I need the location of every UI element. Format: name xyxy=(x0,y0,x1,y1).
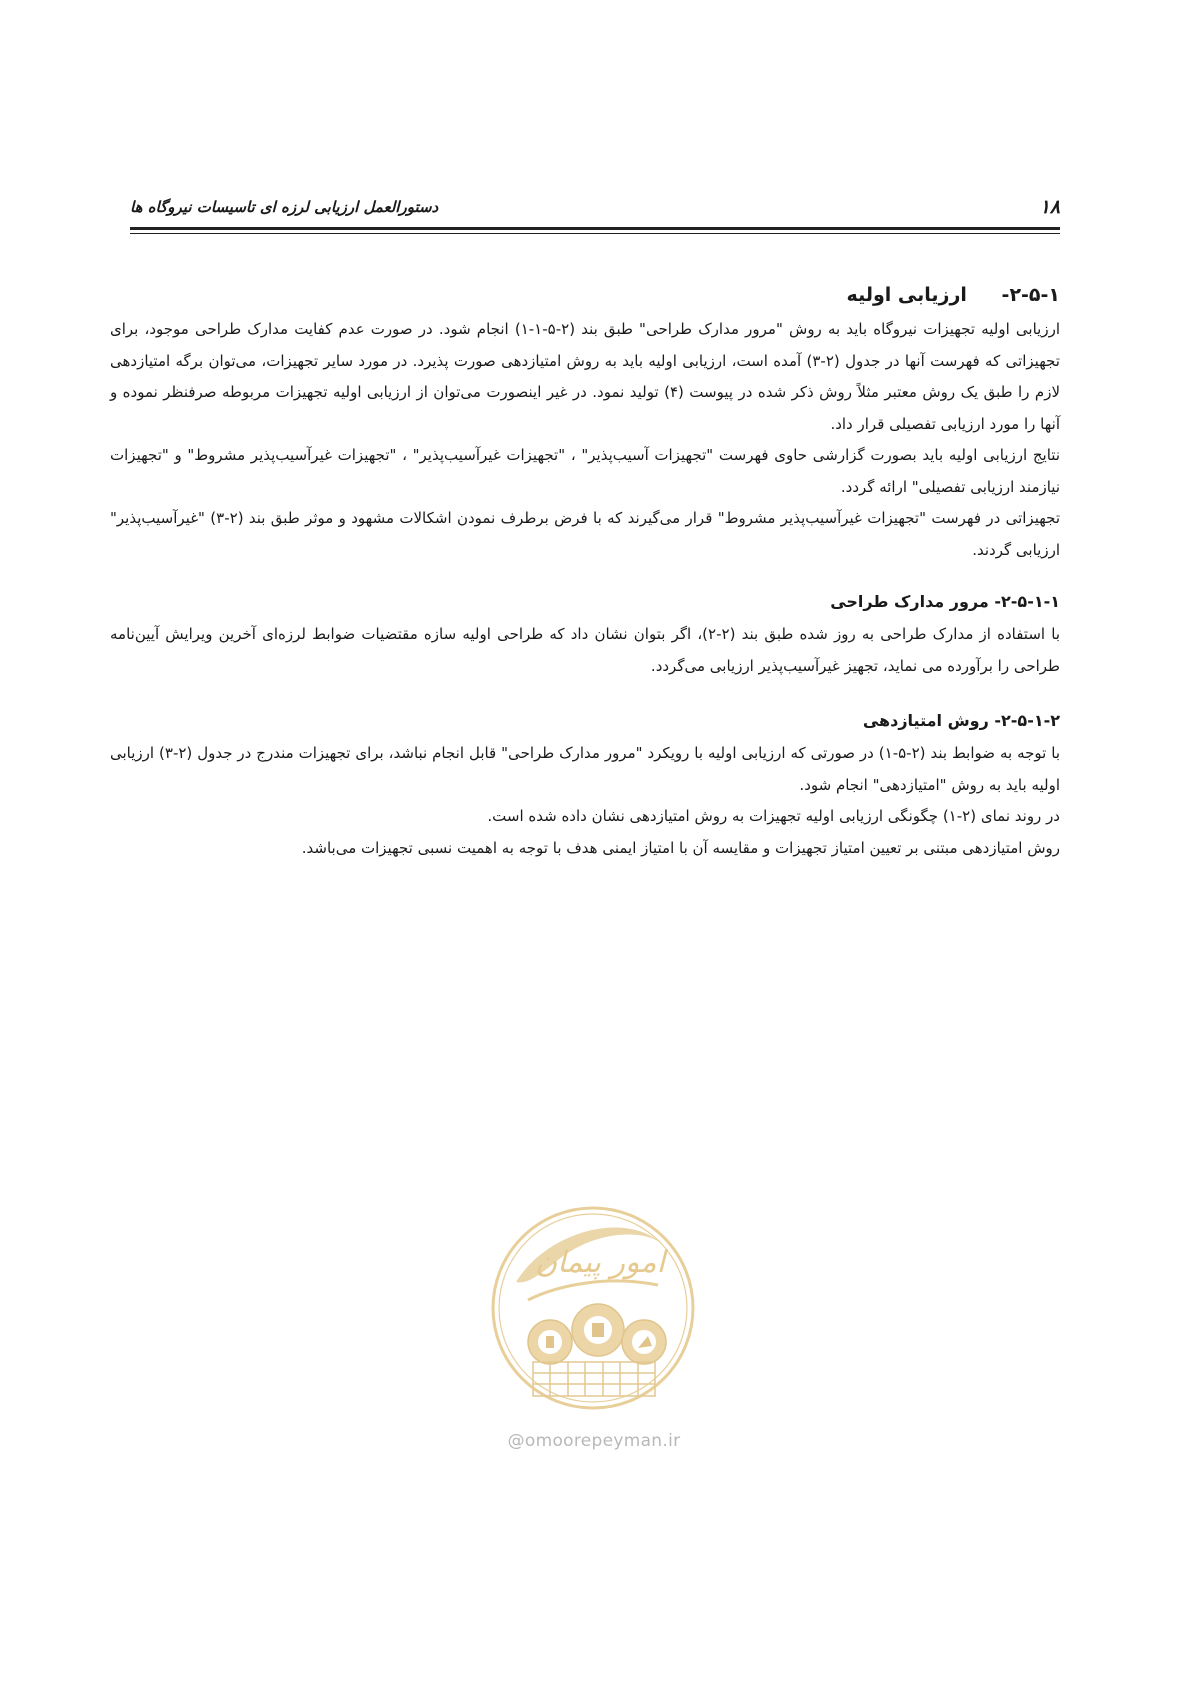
subsection-number: ۲-۵-۱-۱- xyxy=(994,592,1060,611)
logo-calligraphy: امور پیمان xyxy=(535,1245,665,1280)
paragraph: نتایج ارزیابی اولیه باید بصورت گزارشی حاوی فهرست "تجهیزات آسیب‌پذیر" ، "تجهیزات غیرآسیب‌پذیر" ، "تجهیزات غیرآسیب‌پذیر مشروط" و "تجهیزات نیازمند ارزیابی تفصیلی" ارائه گردد. xyxy=(110,446,1060,496)
subsection-heading xyxy=(110,704,1060,738)
header-rule-thin xyxy=(130,233,1060,234)
page-header xyxy=(130,196,1060,220)
document-body xyxy=(110,278,1060,864)
subsection-heading xyxy=(110,585,1060,619)
watermark-url: @omoorepeyman.ir xyxy=(507,1431,681,1451)
paragraph: در روند نمای (۲-۱) چگونگی ارزیابی اولیه تجهیزات به روش امتیازدهی نشان داده شده است. xyxy=(487,807,1060,825)
subsection-title: مرور مدارک طراحی xyxy=(830,592,989,611)
spacer xyxy=(110,566,1060,585)
section-title: ارزیابی اولیه xyxy=(846,284,967,306)
subsection-title: روش امتیازدهی xyxy=(862,711,989,730)
subsection-number: ۲-۵-۱-۲- xyxy=(994,711,1060,730)
page-number: ۱۸ xyxy=(1039,196,1060,218)
header-rule-thick xyxy=(130,227,1060,230)
section-heading xyxy=(110,278,1060,312)
paragraph: تجهیزاتی در فهرست "تجهیزات غیرآسیب‌پذیر مشروط" قرار می‌گیرند که با فرض برطرف نمودن اشکالات مشهود و موثر طبق بند (۲-۳) "غیرآسیب‌پذیر" ارزیابی گردند. xyxy=(110,509,1061,559)
paragraph: با استفاده از مدارک طراحی به روز شده طبق بند (۲-۲)، اگر بتوان نشان داد که طراحی اولیه سازه مقتضیات ضوابط لرزه‌ای آخرین ویرایش آیین‌نامه طراحی را برآورده می نماید، تجهیز غیرآسیب‌پذیر ارزیابی می‌گردد. xyxy=(110,625,1060,675)
paragraph: روش امتیازدهی مبتنی بر تعیین امتیاز تجهیزات و مقایسه آن با امتیاز ایمنی هدف با توجه به اهمیت نسبی تجهیزات می‌باشد. xyxy=(301,838,1060,857)
spacer xyxy=(110,682,1060,704)
paragraph: ارزیابی اولیه تجهیزات نیروگاه باید به روش "مرور مدارک طراحی" طبق بند (۲-۵-۱-۱) انجام شود. در صورت عدم کفایت مدارک طراحی موجود، برای تجهیزاتی که فهرست آنها در جدول (۲-۳) آمده است، ارزیابی اولیه باید به روش امتیازدهی صورت پذیرد. در مورد سایر تجهیزات، می‌توان برگه امتیازدهی لازم را طبق یک روش معتبر مثلاً روش ذکر شده در پیوست (۴) تولید نمود. در غیر اینصورت می‌توان از ارزیابی اولیه تجهیزات مربوطه صرفنظر نموده و آنها را مورد ارزیابی تفصیلی قرار داد. xyxy=(110,320,1060,433)
paragraph: با توجه به ضوابط بند (۲-۵-۱) در صورتی که ارزیابی اولیه با رویکرد "مرور مدارک طراحی" قابل انجام نباشد، برای تجهیزات مندرج در جدول (۲-۳) ارزیابی اولیه باید به روش "امتیازدهی" انجام شود. xyxy=(110,744,1061,794)
section-number: ۲-۵-۱- xyxy=(1001,284,1060,306)
running-header-title: دستورالعمل ارزیابی لرزه ای تاسیسات نیروگاه ها xyxy=(130,198,439,216)
omoore-peyman-logo-icon xyxy=(488,1190,698,1420)
watermark-logo xyxy=(488,1190,698,1420)
